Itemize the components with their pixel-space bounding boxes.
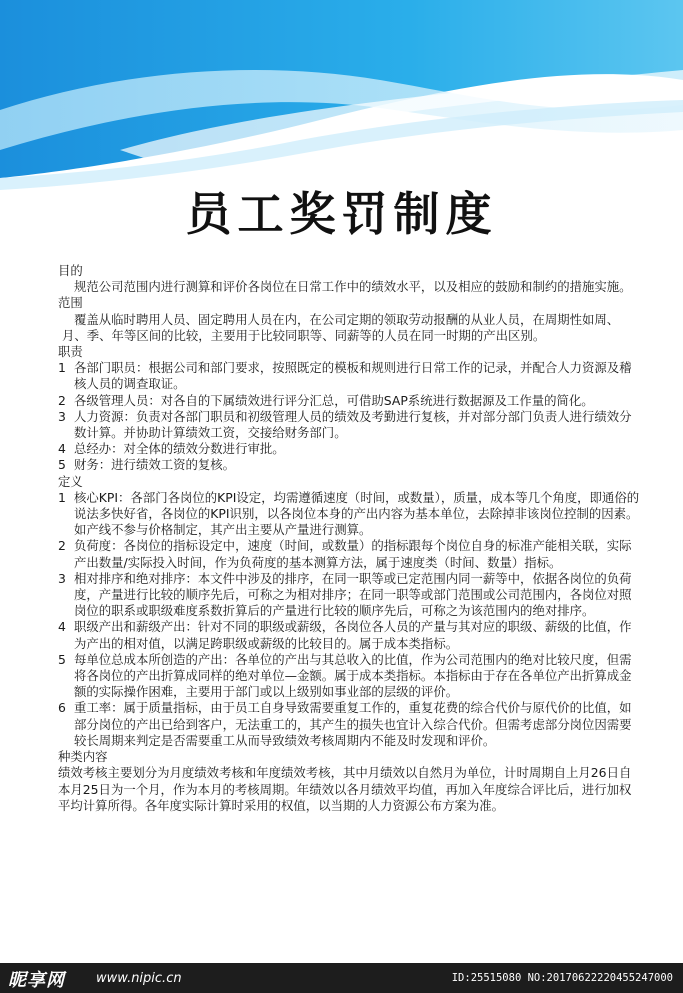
definition-text: 职级产出和薪级产出：针对不同的职级或薪级，各岗位各人员的产量与其对应的职级、薪级的比值，作为产出的相对值，以满足跨职级或薪级的比较目的。属于成本类指标。 [74,619,632,651]
duty-item [58,360,640,392]
duty-text: 各级管理人员：对各自的下属绩效进行评分汇总，可借助SAP系统进行数据源及工作量的简化。 [74,392,594,408]
duty-number: 1 [58,360,66,376]
duty-item [58,457,640,473]
section-heading-purpose: 目的 [58,263,83,278]
definition-text: 相对排序和绝对排序：本文件中涉及的排序，在同一职等或已定范围内同一薪等中，依据各岗位的负荷度，产量进行比较的顺序先后，可称之为相对排序；在同一职等或部门范围或公司范围内，各岗位对照岗位的职系或职级难度系数折算后的产量进行比较的顺序先后，可称之为该范围内的绝对排序。 [74,570,632,619]
duty-item [58,393,640,409]
definition-number: 5 [58,651,66,667]
definition-text: 每单位总成本所创造的产出：各单位的产出与其总收入的比值，作为公司范围内的绝对比较尺度，但需将各岗位的产出折算成同样的绝对单位—金额。属于成本类指标。本指标由于存在各单位产出折算成金额的实际操作困难，主要用于部门或以上级别如事业部的层级的评价。 [74,651,632,700]
section-heading-scope: 范围 [58,295,83,311]
duty-number: 2 [58,392,66,408]
duty-item [58,441,640,457]
duty-number: 5 [58,457,66,473]
definition-item [58,538,640,570]
definition-number: 4 [58,619,66,635]
duty-text: 各部门职员：根据公司和部门要求，按照既定的模板和规则进行日常工作的记录，并配合人力资源及稽核人员的调查取证。 [74,360,632,392]
duty-number: 3 [58,408,66,424]
duty-item [58,409,640,441]
definition-text: 重工率：属于质量指标，由于员工自身导致需要重复工作的，重复花费的综合代价与原代价的比值，如部分岗位的产出已给到客户，无法重工的，其产生的损失也宜计入综合代价。但需考虑部分岗位因需要较长周期来判定是否需要重工从而导致绩效考核周期内不能及时发现和评价。 [74,700,632,748]
watermark-logo: 昵享网 [8,970,65,991]
definition-item [58,619,640,651]
watermark-id: ID:25515080 NO:20170622220455247000 [451,972,673,984]
definition-item [58,490,640,539]
definition-number: 1 [58,489,66,505]
definition-number: 2 [58,538,66,554]
page-title: 员工奖罚制度 [185,187,498,241]
duty-text: 人力资源：负责对各部门职员和初级管理人员的绩效及考勤进行复核，并对部分部门负责人进行绩效分数计算。并协助计算绩效工资，交接给财务部门。 [74,408,632,441]
purpose-paragraph: 规范公司范围内进行测算和评价各岗位在日常工作中的绩效水平，以及相应的鼓励和制约的措施实施。 [74,279,632,295]
types-paragraph: 绩效考核主要划分为月度绩效考核和年度绩效考核，其中月绩效以自然月为单位，计时周期自上月26日自本月25日为一个月，作为本月的考核周期。年绩效以各月绩效平均值，再加入年度综合评比后，进行加权平均计算所得。各年度实际计算时采用的权值，以当期的人力资源公布方案为准。 [58,765,632,813]
section-heading-definitions: 定义 [58,473,83,489]
duty-number: 4 [58,441,66,457]
definition-item [58,700,640,749]
section-heading-duties: 职责 [58,344,83,360]
definition-text: 负荷度：各岗位的指标设定中，速度（时间，或数量）的指标跟每个岗位自身的标准产能相关联，实际产出数量/实际投入时间，作为负荷度的基本测算方法，属于速度类（时间、数量）指标。 [74,538,632,570]
definition-item [58,652,640,701]
definition-number: 6 [58,700,66,716]
definition-item [58,571,640,620]
document-body [58,263,640,814]
watermark-url: www.nipic.cn [96,971,182,986]
duty-text: 财务：进行绩效工资的复核。 [74,457,236,473]
definition-number: 3 [58,570,66,586]
definition-text: 核心KPI：各部门各岗位的KPI设定，均需遵循速度（时间，或数量），质量，成本等几个角度，即通俗的说法多快好省，各岗位的KPI识别，以各岗位本身的产出内容为基本单位，去除掉非该岗位控制的因素。如产线不参与价格制定，其产出主要从产量进行测算。 [74,489,640,538]
section-heading-types: 种类内容 [58,749,108,765]
header-wave-decoration [0,0,683,200]
scope-paragraph: 覆盖从临时聘用人员、固定聘用人员在内，在公司定期的领取劳动报酬的从业人员，在周期性如周、月、季、年等区间的比较，主要用于比较同职等、同薪等的人员在同一时期的产出区别。 [62,311,620,343]
duty-text: 总经办：对全体的绩效分数进行审批。 [74,441,285,457]
